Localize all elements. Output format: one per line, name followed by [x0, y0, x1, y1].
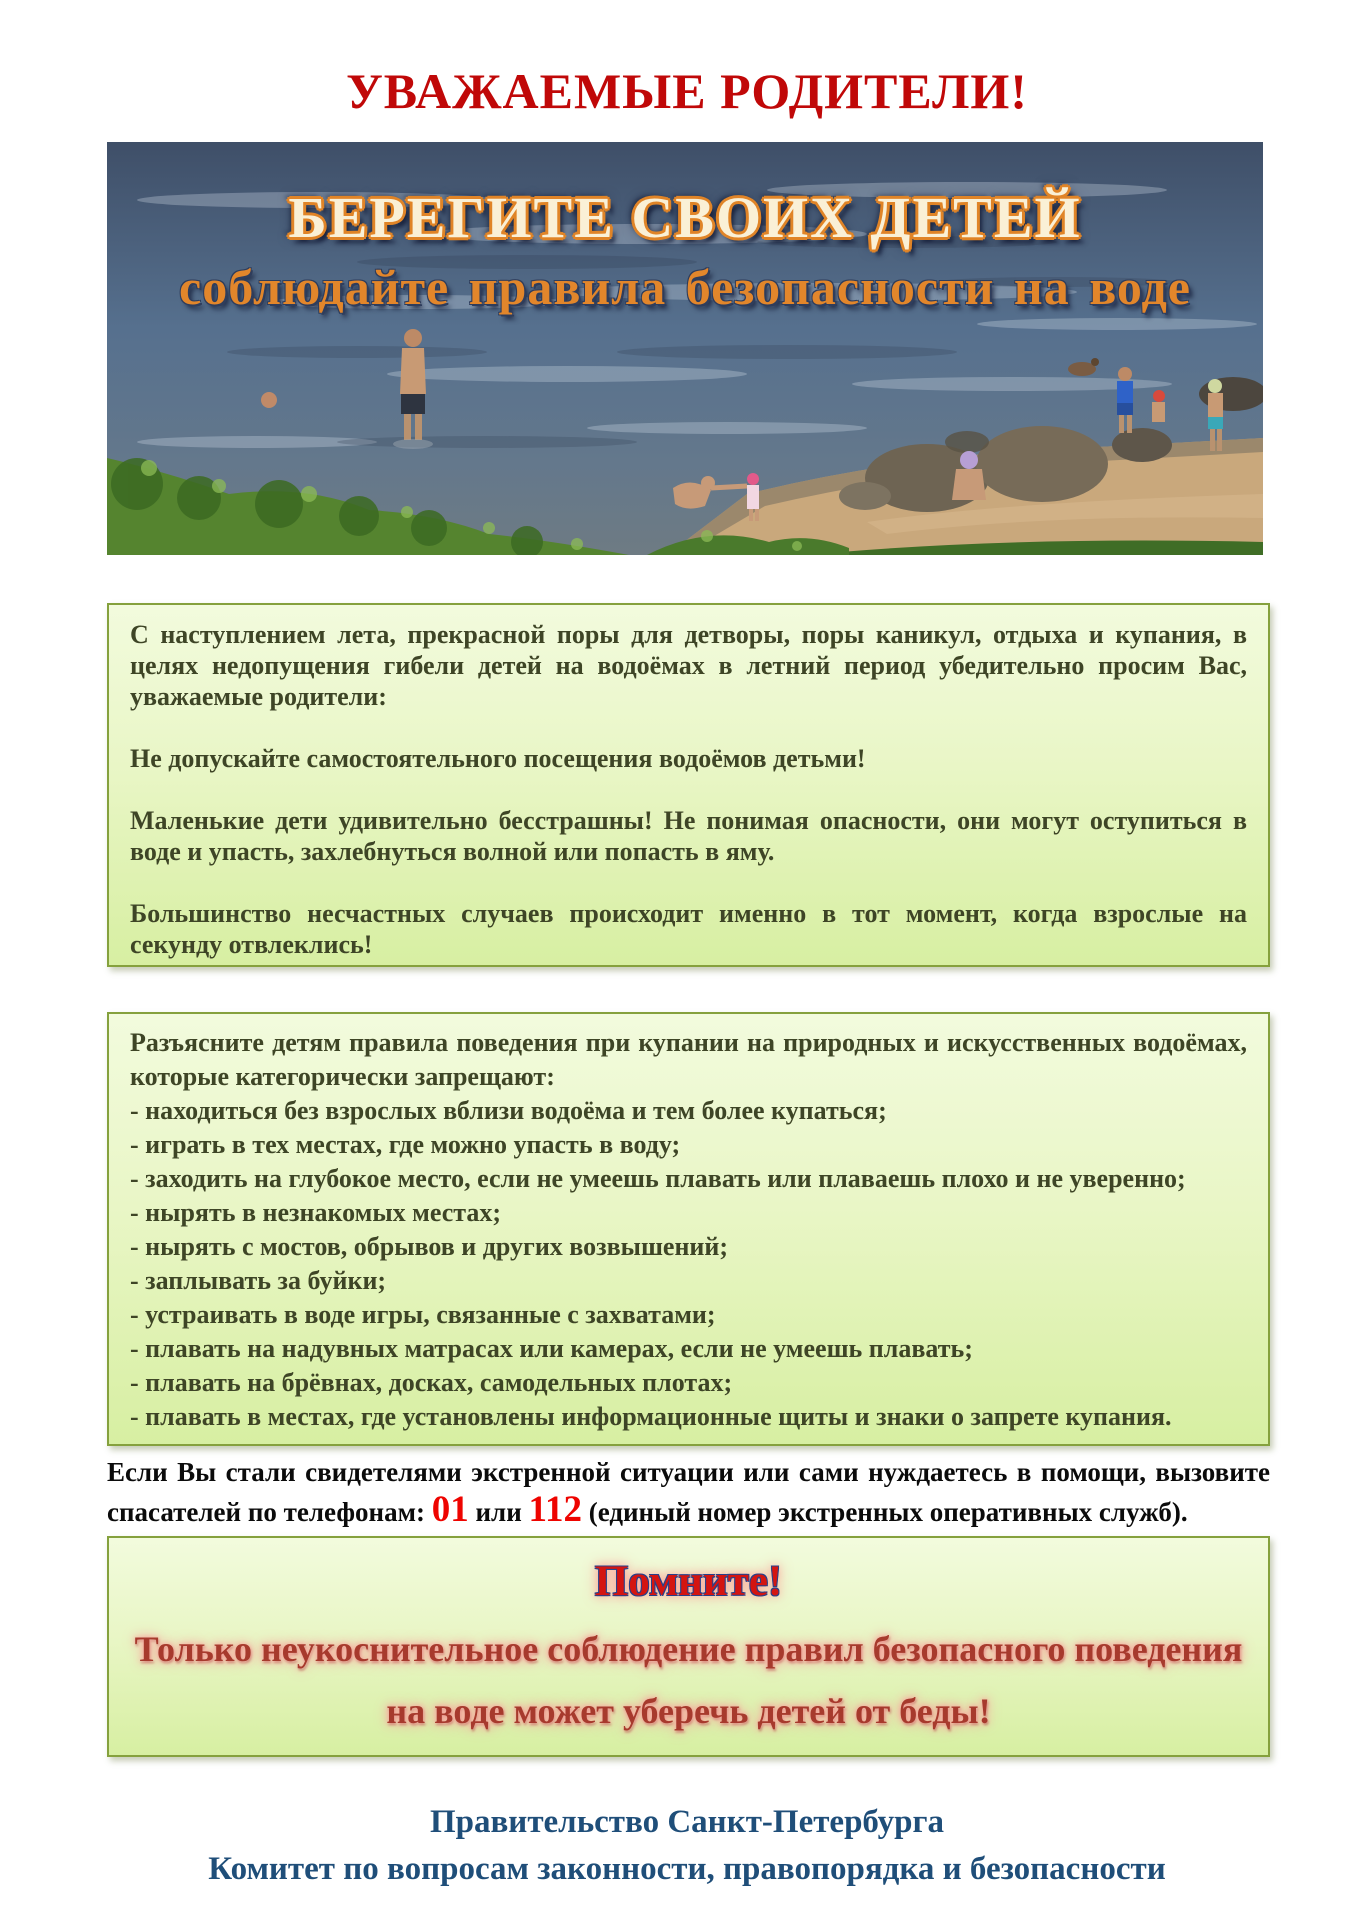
rule-item: - заплывать за буйки; — [130, 1266, 387, 1295]
rule-item: - плавать в местах, где установлены информационные щиты и знаки о запрете купания. — [130, 1402, 1172, 1431]
rule-item: - плавать на брёвнах, досках, самодельных плотах; — [130, 1368, 733, 1397]
remember-line-2: на воде может уберечь детей от беды! — [386, 1691, 991, 1731]
rule-item: - нырять в незнакомых местах; — [130, 1198, 501, 1227]
page-title: УВАЖАЕМЫЕ РОДИТЕЛИ! — [346, 62, 1028, 119]
intro-paragraph-2: Не допускайте самостоятельного посещения водоёмов детьми! — [130, 744, 866, 773]
emergency-text-prefix: Если Вы стали свидетелями экстренной ситуации или сами нуждаетесь в помощи, вызовите спасателей по телефонам: — [107, 1457, 1270, 1527]
emergency-conjunction: или — [468, 1497, 529, 1527]
remember-line-1: Только неукоснительное соблюдение правил безопасного поведения — [134, 1629, 1243, 1669]
remember-box — [107, 1536, 1270, 1757]
footer-committee-line: Комитет по вопросам законности, правопорядка и безопасности — [208, 1851, 1166, 1887]
intro-paragraph-1: С наступлением лета, прекрасной поры для детворы, поры каникул, отдыха и купания, в целях недопущения гибели детей на водоёмах в летний период убедительно просим Вас, уважаемые родители: — [130, 620, 1247, 711]
rule-item: - играть в тех местах, где можно упасть в воду; — [130, 1130, 681, 1159]
emergency-note — [107, 1452, 1270, 1532]
swimmer-head — [261, 392, 277, 408]
intro-box — [107, 603, 1270, 967]
beach-photo — [107, 142, 1263, 555]
rule-item: - устраивать в воде игры, связанные с захватами; — [130, 1300, 716, 1329]
footer-government-line: Правительство Санкт-Петербурга — [429, 1804, 945, 1840]
intro-paragraph-3: Маленькие дети удивительно бесстрашны! Не понимая опасности, они могут оступиться в воде и упасть, захлебнуться волной или попасть в яму. — [130, 806, 1247, 866]
rule-item: - заходить на глубокое место, если не умеешь плавать или плаваешь плохо и не уверенно; — [130, 1164, 1186, 1193]
phone-number-01: 01 — [431, 1489, 469, 1530]
rule-item: - находиться без взрослых вблизи водоёма и тем более купаться; — [130, 1096, 887, 1125]
photo-overlay-subtitle: соблюдайте правила безопасности на воде — [179, 259, 1191, 315]
rules-box — [107, 1012, 1270, 1446]
phone-number-112: 112 — [528, 1489, 582, 1530]
footer — [97, 1799, 1277, 1893]
rule-item: - плавать на надувных матрасах или камерах, если не умеешь плавать; — [130, 1334, 973, 1363]
rule-item: - нырять с мостов, обрывов и других возвышений; — [130, 1232, 729, 1261]
intro-paragraph-4: Большинство несчастных случаев происходит именно в тот момент, когда взрослые на секунду отвлеклись! — [130, 899, 1247, 959]
photo-overlay-title: БЕРЕГИТЕ СВОИХ ДЕТЕЙ — [288, 185, 1082, 250]
rules-intro: Разъясните детям правила поведения при купании на природных и искусственных водоёмах, которые категорически запрещают: — [130, 1028, 1247, 1091]
emergency-text-suffix: (единый номер экстренных оперативных служб). — [581, 1497, 1188, 1527]
remember-title: Помните! — [594, 1558, 783, 1605]
